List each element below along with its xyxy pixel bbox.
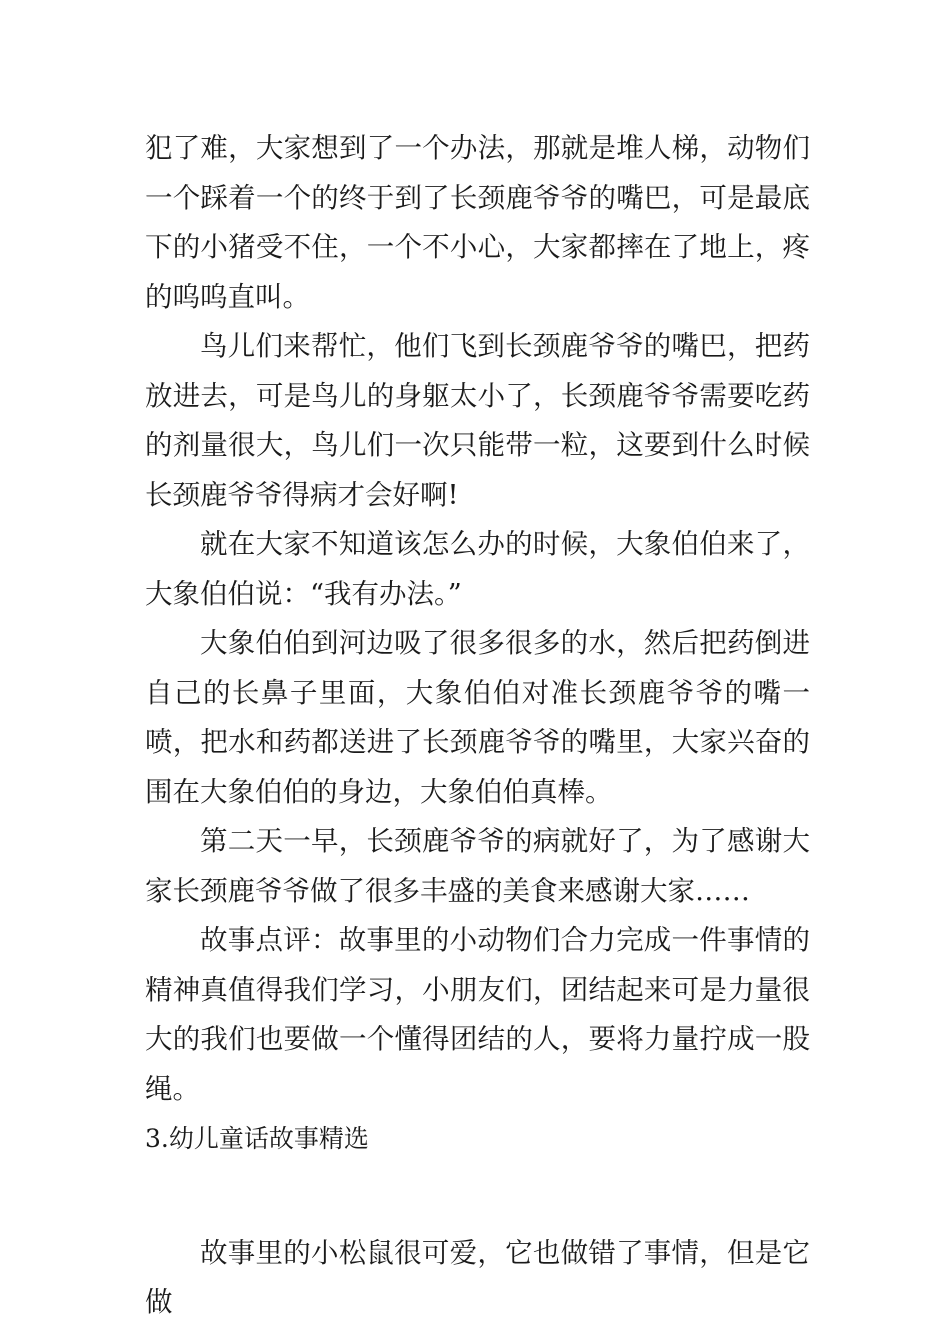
section-heading: 3.幼儿童话故事精选 (145, 1124, 369, 1153)
section-spacer (145, 1164, 810, 1229)
paragraph-commentary: 故事点评：故事里的小动物们合力完成一件事情的精神真值得我们学习，小朋友们，团结起来可是力量很大的我们也要做一个懂得团结的人，要将力量拧成一股绳。 (145, 924, 810, 1105)
paragraph-next-day: 第二天一早，长颈鹿爷爷的病就好了，为了感谢大家长颈鹿爷爷做了很多丰盛的美食来感谢大家…… (145, 825, 810, 907)
paragraph-birds: 鸟儿们来帮忙，他们飞到长颈鹿爷爷的嘴巴，把药放进去，可是鸟儿的身躯太小了，长颈鹿爷爷需要吃药的剂量很大，鸟儿们一次只能带一粒，这要到什么时候长颈鹿爷爷得病才会好啊! (145, 330, 810, 511)
paragraph-elephant-arrives: 就在大家不知道该怎么办的时候，大象伯伯来了，大象伯伯说：“我有办法。” (145, 528, 810, 610)
paragraph-squirrel: 故事里的小松鼠很可爱，它也做错了事情，但是它做 (145, 1236, 810, 1318)
paragraph-continued: 犯了难，大家想到了一个办法，那就是堆人梯，动物们一个踩着一个的终于到了长颈鹿爷爷的嘴巴，可是最底下的小猪受不住，一个不小心，大家都摔在了地上，疼的呜呜直叫。 (145, 132, 810, 313)
paragraph-elephant-helps: 大象伯伯到河边吸了很多很多的水，然后把药倒进自己的长鼻子里面，大象伯伯对准长颈鹿爷爷的嘴一喷，把水和药都送进了长颈鹿爷爷的嘴里，大家兴奋的围在大象伯伯的身边，大象伯伯真棒。 (145, 627, 810, 808)
document-body (145, 124, 810, 1328)
